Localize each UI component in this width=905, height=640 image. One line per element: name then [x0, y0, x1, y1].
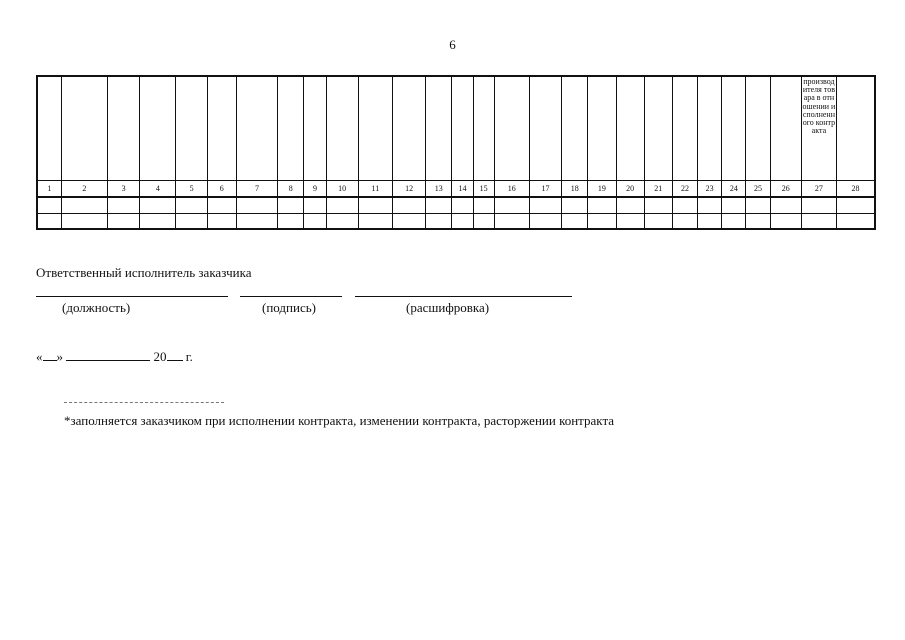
table-cell [698, 197, 722, 213]
table-cell [562, 197, 588, 213]
header-cell [37, 76, 61, 180]
column-number: 12 [392, 180, 425, 197]
column-number: 3 [108, 180, 140, 197]
decryption-label: (расшифровка) [406, 300, 490, 315]
table-cell [207, 197, 236, 213]
header-cell [140, 76, 176, 180]
header-cell [494, 76, 529, 180]
table-cell [37, 213, 61, 229]
table-row [37, 213, 875, 229]
header-cell [278, 76, 304, 180]
date-line [36, 348, 193, 365]
column-number: 2 [61, 180, 107, 197]
column-number: 13 [426, 180, 452, 197]
header-cell [61, 76, 107, 180]
year-suffix: г. [185, 349, 193, 364]
column-number: 26 [770, 180, 801, 197]
table-header-row [37, 76, 875, 180]
table-cell [529, 213, 561, 229]
table-cell [61, 213, 107, 229]
table-cell [176, 197, 207, 213]
table-cell [588, 197, 616, 213]
table-row [37, 197, 875, 213]
header-cell [698, 76, 722, 180]
table-cell [801, 213, 836, 229]
header-cell [672, 76, 697, 180]
header-cell [176, 76, 207, 180]
table-cell [837, 213, 875, 229]
column-number: 24 [722, 180, 746, 197]
table-cell [37, 197, 61, 213]
table-cell [236, 197, 277, 213]
table-cell [176, 213, 207, 229]
table-cell [140, 213, 176, 229]
data-table [36, 75, 876, 230]
table-cell [61, 197, 107, 213]
header-cell [304, 76, 326, 180]
column-number: 7 [236, 180, 277, 197]
header-cell [616, 76, 644, 180]
table-cell [644, 197, 672, 213]
header-cell [588, 76, 616, 180]
table-cell [108, 213, 140, 229]
header-cell [722, 76, 746, 180]
header-cell [770, 76, 801, 180]
table-cell [616, 213, 644, 229]
table-cell [770, 197, 801, 213]
table-cell [616, 197, 644, 213]
header-cell [392, 76, 425, 180]
table-cell [837, 197, 875, 213]
column-number: 11 [358, 180, 392, 197]
column-number-row [37, 180, 875, 197]
table-cell [358, 197, 392, 213]
header-cell [837, 76, 875, 180]
column-number: 17 [529, 180, 561, 197]
table-cell [770, 213, 801, 229]
page-number: 6 [449, 37, 456, 52]
column-number: 21 [644, 180, 672, 197]
header-cell-col27: производителя товара в отношении исполненного контракта [801, 76, 836, 180]
column-number: 23 [698, 180, 722, 197]
table-cell [304, 213, 326, 229]
year-prefix: 20 [153, 349, 167, 364]
date-close-quote: » [56, 349, 63, 364]
footnote: *заполняется заказчиком при исполнении контракта, изменении контракта, расторжении контракта [64, 413, 615, 428]
column-number: 25 [746, 180, 770, 197]
table-cell [140, 197, 176, 213]
header-cell [358, 76, 392, 180]
table-cell [326, 213, 358, 229]
column-number: 15 [473, 180, 494, 197]
table-cell [236, 213, 277, 229]
table-cell [746, 213, 770, 229]
table-cell [278, 197, 304, 213]
header-cell [236, 76, 277, 180]
table-cell [722, 197, 746, 213]
date-open-quote: « [36, 349, 43, 364]
position-line [36, 296, 228, 297]
table-cell [494, 213, 529, 229]
column-number: 20 [616, 180, 644, 197]
header-cell [207, 76, 236, 180]
table-cell [392, 213, 425, 229]
responsible-executor-label: Ответственный исполнитель заказчика [36, 265, 252, 280]
table-cell [426, 197, 452, 213]
column-number: 19 [588, 180, 616, 197]
column-number: 8 [278, 180, 304, 197]
table-cell [326, 197, 358, 213]
table-cell [207, 213, 236, 229]
column-number: 10 [326, 180, 358, 197]
table-cell [746, 197, 770, 213]
table-cell [722, 213, 746, 229]
signature-label: (подпись) [262, 300, 316, 315]
header-cell [644, 76, 672, 180]
table-cell [588, 213, 616, 229]
table-cell [473, 197, 494, 213]
header-cell [473, 76, 494, 180]
signature-line [240, 296, 342, 297]
table-cell [529, 197, 561, 213]
table-cell [304, 197, 326, 213]
position-label: (должность) [62, 300, 131, 315]
table-cell [358, 213, 392, 229]
table-cell [698, 213, 722, 229]
header-cell [426, 76, 452, 180]
header-cell [746, 76, 770, 180]
decryption-line [355, 296, 572, 297]
table-cell [494, 197, 529, 213]
table-cell [562, 213, 588, 229]
table-cell [644, 213, 672, 229]
column-number: 9 [304, 180, 326, 197]
column-number: 1 [37, 180, 61, 197]
table-cell [473, 213, 494, 229]
table-cell [452, 213, 473, 229]
table-cell [108, 197, 140, 213]
table-cell [392, 197, 425, 213]
column-number: 5 [176, 180, 207, 197]
header-cell [562, 76, 588, 180]
header-cell [326, 76, 358, 180]
table-cell [278, 213, 304, 229]
month-blank [66, 348, 150, 361]
column-number: 4 [140, 180, 176, 197]
column-number: 6 [207, 180, 236, 197]
header-cell [452, 76, 473, 180]
footnote-rule [64, 402, 224, 403]
header-cell [529, 76, 561, 180]
table-cell [672, 213, 697, 229]
column-number: 22 [672, 180, 697, 197]
column-number: 28 [837, 180, 875, 197]
column-number: 14 [452, 180, 473, 197]
column-number: 16 [494, 180, 529, 197]
table-cell [452, 197, 473, 213]
year-blank [167, 348, 183, 361]
day-blank [43, 348, 57, 361]
table-cell [801, 197, 836, 213]
table-cell [672, 197, 697, 213]
column-number: 27 [801, 180, 836, 197]
table-cell [426, 213, 452, 229]
column-number: 18 [562, 180, 588, 197]
header-cell [108, 76, 140, 180]
